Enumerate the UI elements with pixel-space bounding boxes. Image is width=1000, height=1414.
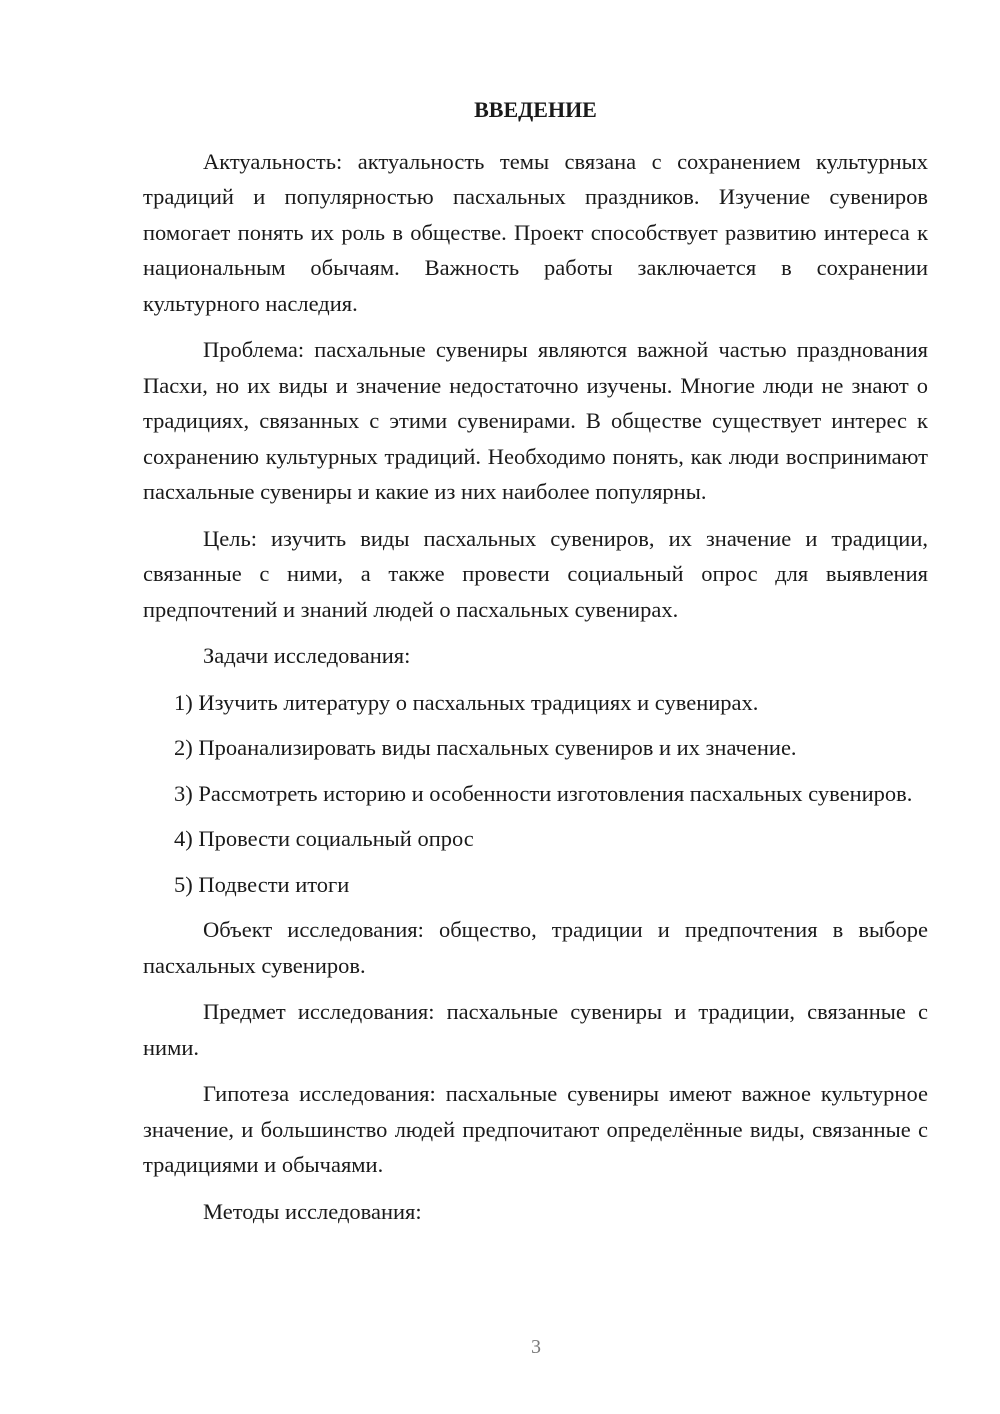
paragraph-object: Объект исследования: общество, традиции и предпочтения в выборе пасхальных сувениров. — [143, 917, 928, 978]
task-item: 2) Проанализировать виды пасхальных сувениров и их значение. — [174, 735, 797, 760]
page-number: 3 — [531, 1336, 541, 1358]
paragraph-methods: Методы исследования: — [203, 1198, 422, 1224]
paragraph-problem: Проблема: пасхальные сувениры являются важной частью празднования Пасхи, но их виды и значение недостаточно изучены. Многие люди не знают о традициях, связанных с этими сувенирами. В обществе существует интерес к сохранению культурных традиций. Необходимо понять, как люди воспринимают пасхальные сувениры и какие из них наиболее популярны. — [143, 337, 928, 504]
paragraph-subject: Предмет исследования: пасхальные сувениры и традиции, связанные с ними. — [143, 999, 928, 1060]
paragraph-tasks-heading: Задачи исследования: — [203, 643, 411, 668]
task-item: 4) Провести социальный опрос — [174, 826, 474, 851]
task-item: 3) Рассмотреть историю и особенности изготовления пасхальных сувениров. — [174, 780, 913, 806]
page-title: ВВЕДЕНИЕ — [474, 97, 597, 122]
page-content — [143, 92, 928, 1240]
paragraph-goal: Цель: изучить виды пасхальных сувениров, их значение и традиции, связанные с ними, а также провести социальный опрос для выявления предпочтений и знаний людей о пасхальных сувенирах. — [143, 525, 928, 622]
paragraph-relevance: Актуальность: актуальность темы связана с сохранением культурных традиций и популярностью пасхальных праздников. Изучение сувениров помогает понять их роль в обществе. Проект способствует развитию интереса к национальным обычаям. Важность работы заключается в сохранении культурного наследия. — [143, 148, 928, 316]
task-item: 5) Подвести итоги — [174, 871, 350, 897]
task-item: 1) Изучить литературу о пасхальных традициях и сувенирах. — [174, 689, 759, 715]
paragraph-hypothesis: Гипотеза исследования: пасхальные сувениры имеют важное культурное значение, и большинство людей предпочитают определённые виды, связанные с традициями и обычаями. — [143, 1081, 928, 1177]
